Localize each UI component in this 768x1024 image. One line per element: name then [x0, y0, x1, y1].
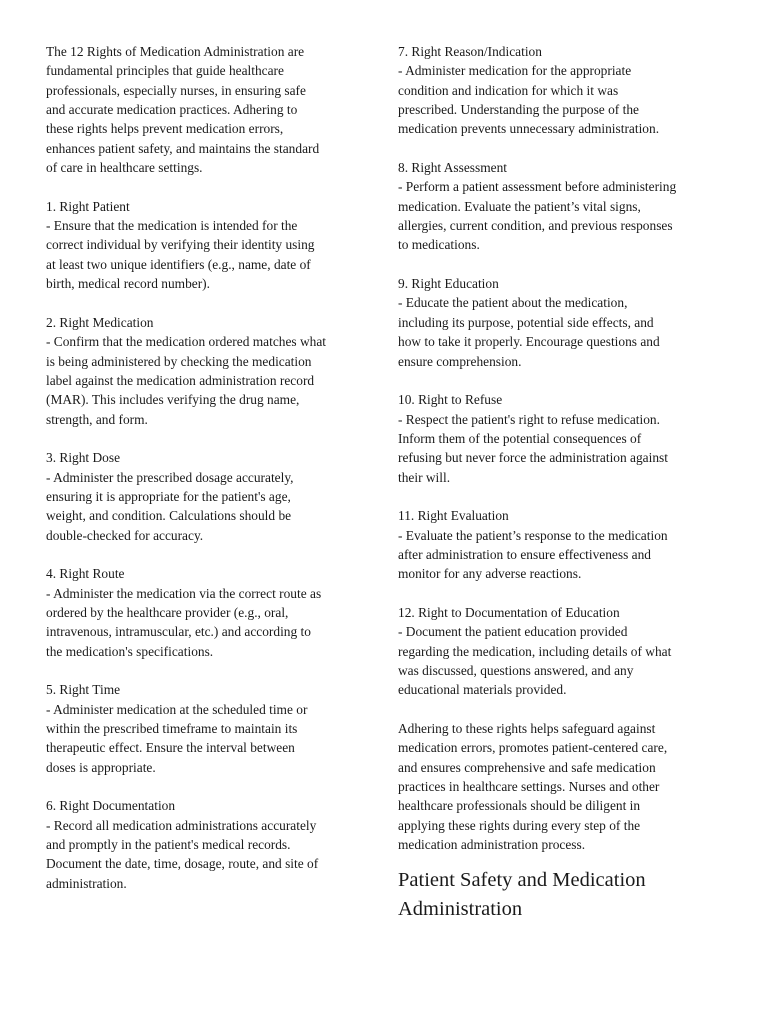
right-patient-paragraph: 1. Right Patient - Ensure that the medication is intended for the correct individual by verifying their identity using at least two unique identifiers (e.g., name, date of birth, medical record number).: [46, 198, 315, 292]
right-documentation-paragraph: 6. Right Documentation - Record all medication administrations accurately and promptly in the patient's medical records. Document the date, time, dosage, route, and site of administration.: [46, 798, 319, 891]
section-heading: Patient Safety and Medication Administration: [398, 869, 646, 920]
right-assessment-paragraph: 8. Right Assessment - Perform a patient assessment before administering medication. Evaluate the patient’s vital signs, allergies, current condition, and previous responses to medications.: [398, 160, 677, 253]
right-to-refuse-paragraph: 10. Right to Refuse - Respect the patient's right to refuse medication. Inform them of the potential consequences of refusing but never force the administration against their will.: [398, 392, 668, 485]
right-route-paragraph: 4. Right Route - Administer the medication via the correct route as ordered by the healthcare provider (e.g., oral, intravenous, intramuscular, etc.) and according to the medication's specifications.: [46, 566, 322, 659]
right-reason-paragraph: 7. Right Reason/Indication - Administer medication for the appropriate condition and indication for which it was prescribed. Understanding the purpose of the medication prevents unnecessary administration.: [398, 44, 660, 137]
right-education-paragraph: 9. Right Education - Educate the patient about the medication, including its purpose, potential side effects, and how to take it properly. Encourage questions and ensure comprehension.: [398, 276, 660, 369]
right-medication-paragraph: 2. Right Medication - Confirm that the medication ordered matches what is being administered by checking the medication label against the medication administration record (MAR). This includes verifying the drug name, strength, and form.: [46, 314, 326, 427]
intro-paragraph: The 12 Rights of Medication Administration are fundamental principles that guide healthcare professionals, especially nurses, in ensuring safe and accurate medication practices. Adhering to these rights helps prevent medication errors, enhances patient safety, and maintains the standard of care in healthcare settings.: [46, 44, 320, 176]
conclusion-paragraph: Adhering to these rights helps safeguard against medication errors, promotes patient-centered care, and ensures comprehensive and safe medication practices in healthcare settings. Nurses and other healthcare professionals should be diligent in applying these rights during every step of the medication administration process.: [398, 721, 668, 853]
right-documentation-of-education-paragraph: 12. Right to Documentation of Education - Document the patient education provided regarding the medication, including details of what was discussed, questions answered, and any educational materials provided.: [398, 604, 672, 698]
right-column: [398, 42, 728, 923]
left-column: [46, 42, 376, 912]
right-time-paragraph: 5. Right Time - Administer medication at the scheduled time or within the prescribed timeframe to maintain its therapeutic effect. Ensure the interval between doses is appropriate.: [46, 682, 308, 775]
right-evaluation-paragraph: 11. Right Evaluation - Evaluate the patient’s response to the medication after administration to ensure effectiveness and monitor for any adverse reactions.: [398, 508, 668, 582]
right-dose-paragraph: 3. Right Dose - Administer the prescribed dosage accurately, ensuring it is appropriate for the patient's age, weight, and condition. Calculations should be double-checked for accuracy.: [46, 450, 294, 543]
